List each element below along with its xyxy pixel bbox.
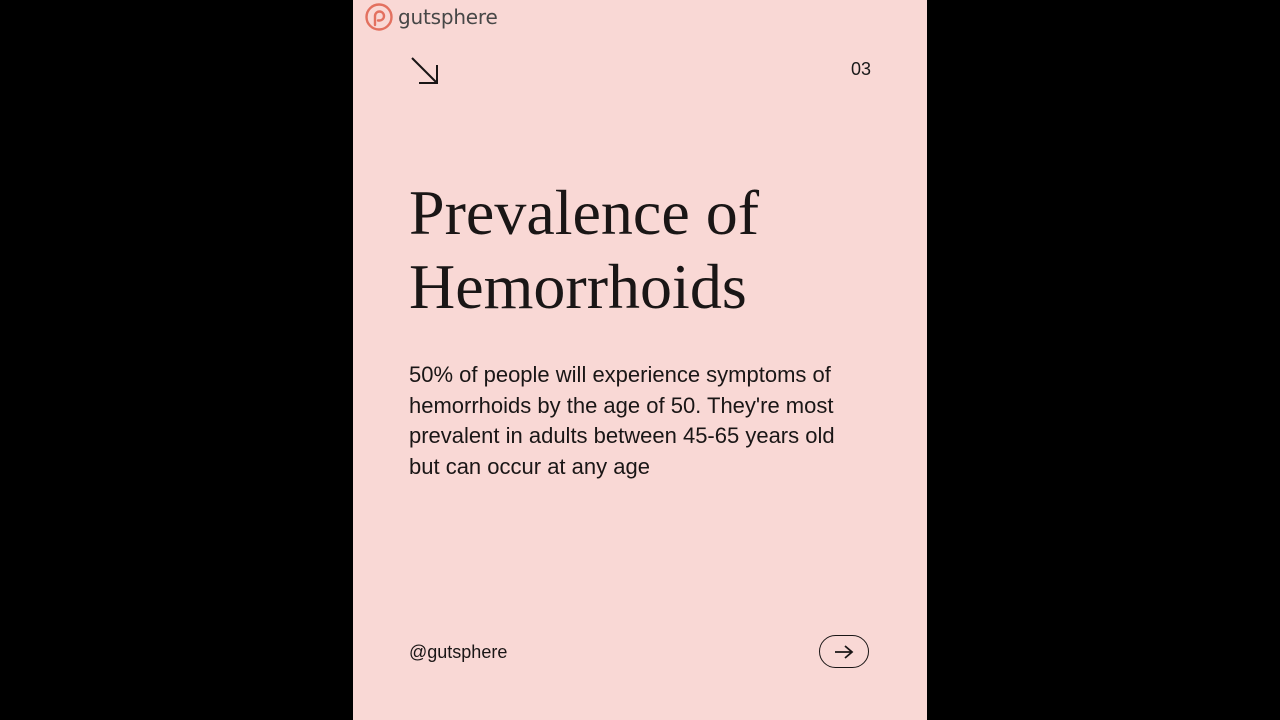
next-slide-button[interactable]: [819, 635, 869, 668]
page-number: 03: [850, 59, 871, 79]
slide-title: Prevalence of Hemorrhoids: [409, 177, 760, 322]
gutsphere-logo-icon: [364, 2, 394, 32]
social-handle: @gutsphere: [409, 642, 508, 662]
brand-logo: [364, 2, 498, 32]
brand-wordmark: gutsphere: [398, 5, 498, 29]
arrow-right-icon: [833, 644, 855, 660]
slide-panel: [353, 0, 927, 720]
arrow-down-right-icon: [409, 55, 441, 87]
slide-body-text: 50% of people will experience symptoms of hemorrhoids by the age of 50. They're most prevalent in adults between 45-65 years old but can occur at any age: [409, 362, 835, 479]
